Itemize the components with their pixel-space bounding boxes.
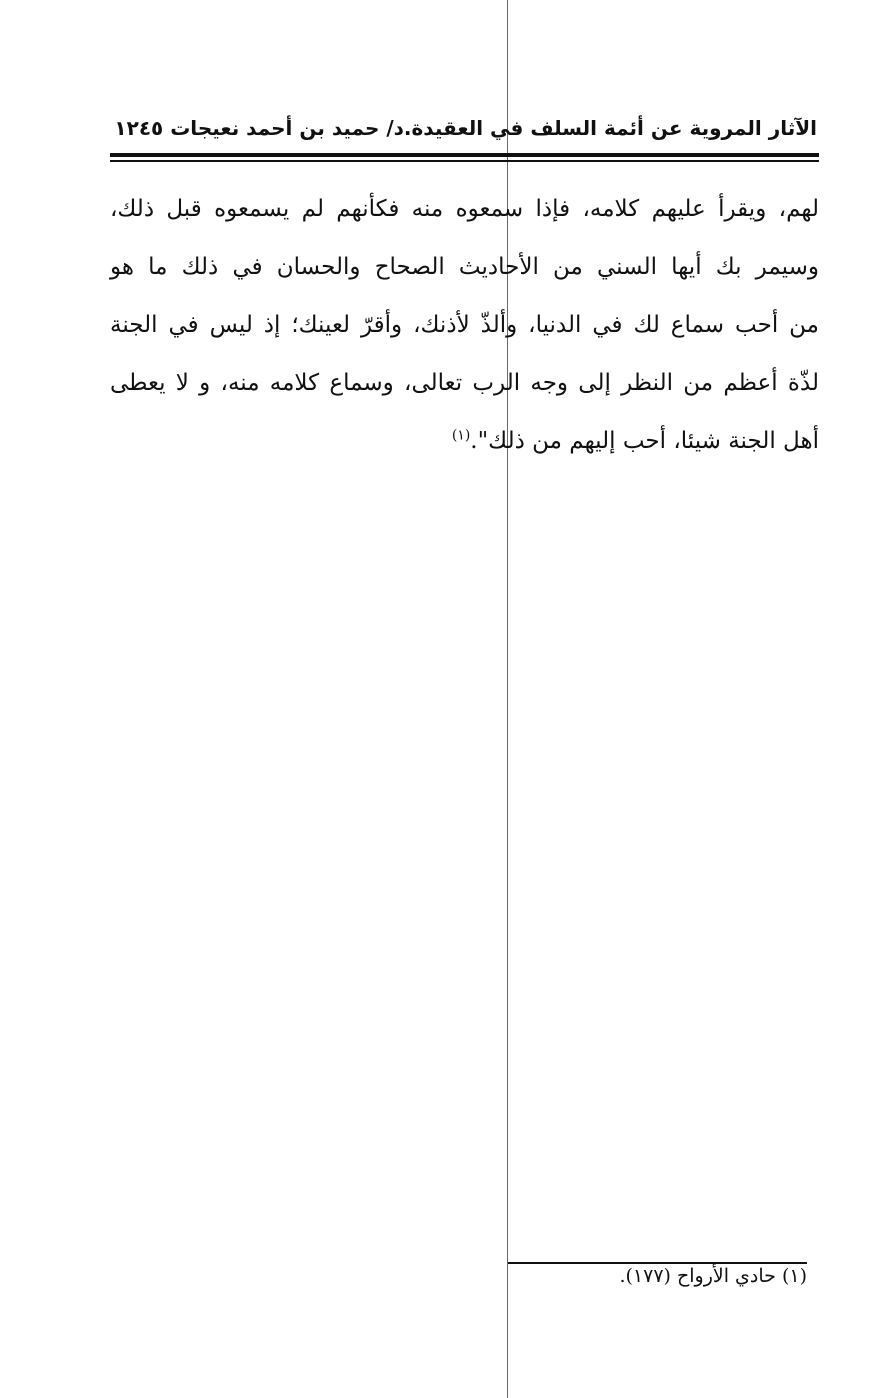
footnote-reference[interactable]: (١) <box>451 427 471 444</box>
body-line-3: من أحب سماع لك في الدنيا، وألذّ لأذنك، وأقرّ لعينك؛ إذ ليس في الجنة <box>110 312 819 338</box>
body-line-1: لهم، ويقرأ عليهم كلامه، فإذا سمعوه منه فكأنهم لم يسمعوه قبل ذلك، <box>110 196 819 222</box>
body-line-5-text: أهل الجنة شيئا، أحب إليهم من ذلك". <box>470 428 819 454</box>
footnote-text: (١) حادي الأرواح (١٧٧). <box>619 1265 807 1287</box>
header-rule-thin <box>110 160 819 162</box>
body-line-4: لذّة أعظم من النظر إلى وجه الرب تعالى، وسماع كلامه منه، و لا يعطى <box>110 370 819 396</box>
body-line-2: وسيمر بك أيها السني من الأحاديث الصحاح والحسان في ذلك ما هو <box>110 254 819 280</box>
header-rule-thick <box>110 153 819 157</box>
body-line-5 <box>110 412 819 470</box>
running-header: الآثار المروية عن أئمة السلف في العقيدة.د/ حميد بن أحمد نعيجات ١٢٤٥ <box>114 116 817 140</box>
body-paragraph <box>110 180 819 470</box>
